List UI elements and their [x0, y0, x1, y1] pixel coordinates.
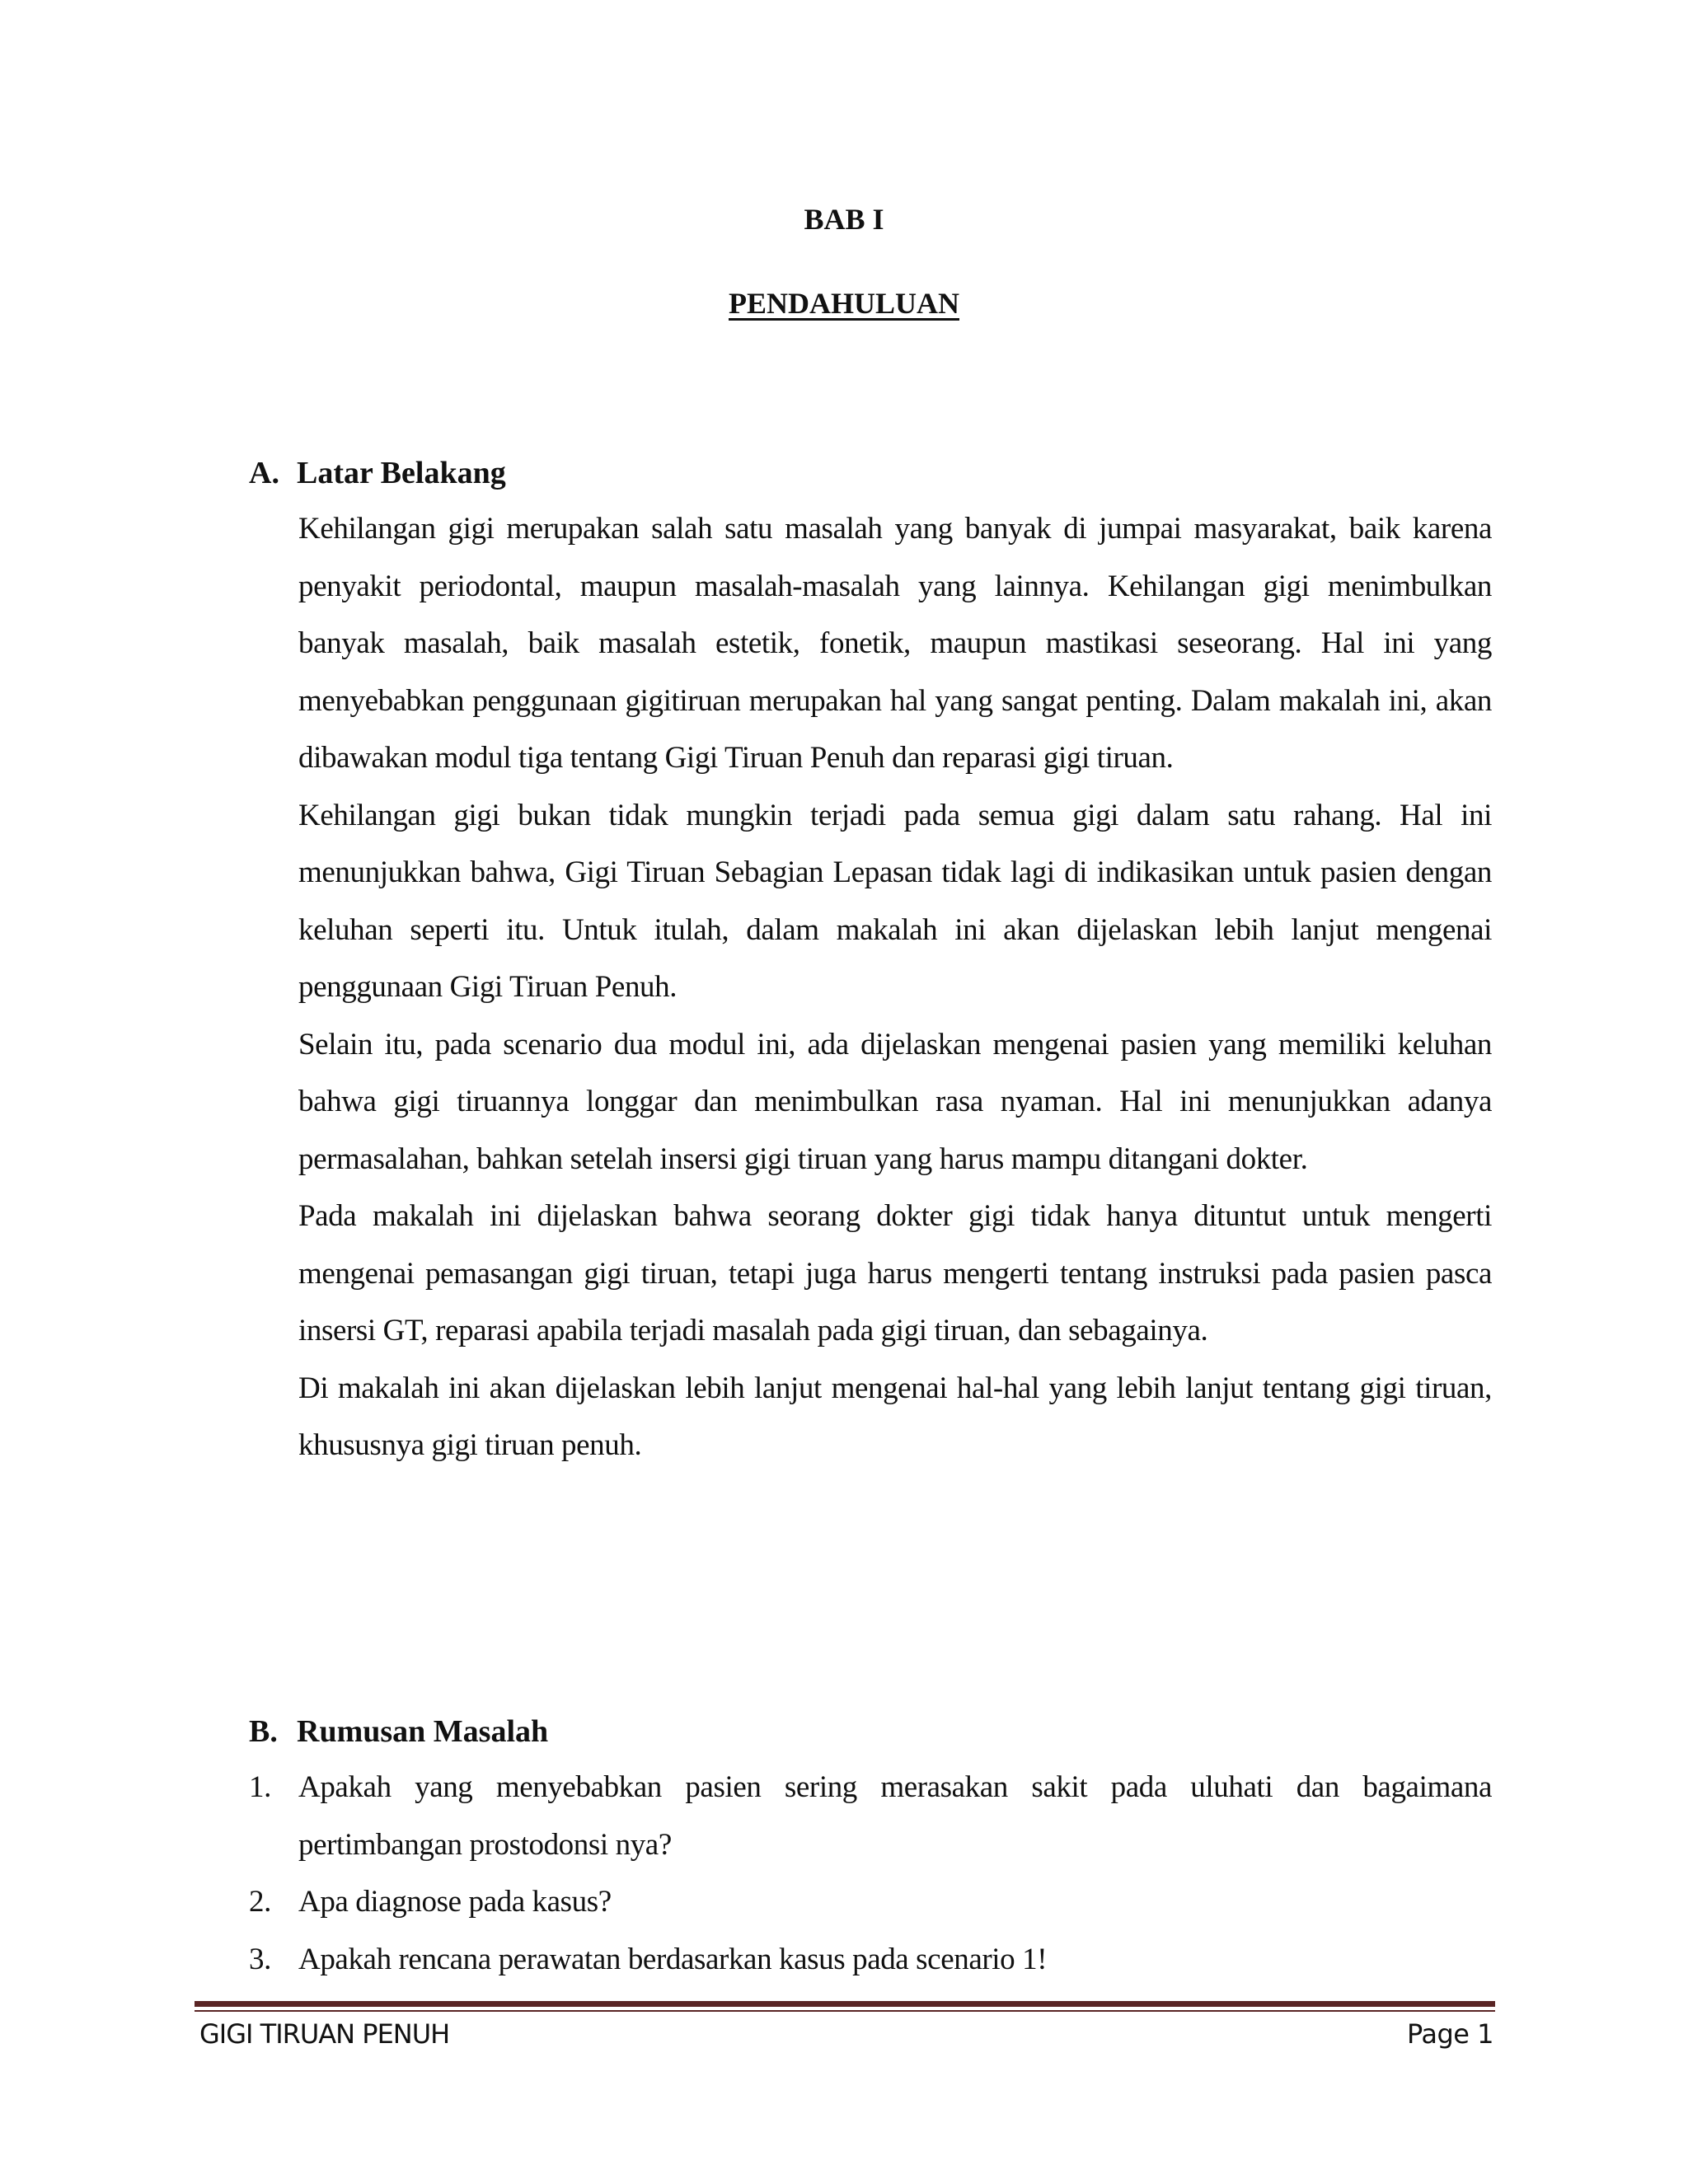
list-item-text: Apakah rencana perawatan berdasarkan kasus pada scenario 1!	[298, 1942, 1048, 1976]
chapter-title-text: PENDAHULUAN	[728, 287, 959, 320]
footer-rule	[195, 2001, 1495, 2007]
list-item	[249, 1759, 1492, 1873]
paragraph: Kehilangan gigi bukan tidak mungkin terjadi pada semua gigi dalam satu rahang. Hal ini menunjukkan bahwa, Gigi Tiruan Sebagian Lepasan tidak lagi di indikasikan untuk pasien dengan keluhan seperti itu. Untuk itulah, dalam makalah ini akan dijelaskan lebih lanjut mengenai penggunaan Gigi Tiruan Penuh.	[298, 798, 1492, 1004]
section-a-heading	[249, 456, 506, 490]
section-b-letter: B.	[249, 1714, 278, 1749]
list-item-text: Apa diagnose pada kasus?	[298, 1885, 612, 1919]
chapter-number: BAB I	[804, 203, 884, 236]
list-item	[249, 1873, 1492, 1931]
footer-title: GIGI TIRUAN PENUH	[199, 2018, 450, 2050]
list-item-number: 1.	[249, 1770, 271, 1804]
footer-rule-thin	[195, 2010, 1495, 2012]
footer-page-number: Page 1	[1407, 2018, 1493, 2050]
section-b-title: Rumusan Masalah	[297, 1714, 549, 1749]
paragraph: Pada makalah ini dijelaskan bahwa seorang dokter gigi tidak hanya dituntut untuk mengerti mengenai pemasangan gigi tiruan, tetapi juga harus mengerti tentang instruksi pada pasien pasca insersi GT, reparasi apabila terjadi masalah pada gigi tiruan, dan sebagainya.	[298, 1199, 1492, 1347]
section-a-body	[298, 500, 1492, 1474]
paragraph: Kehilangan gigi merupakan salah satu masalah yang banyak di jumpai masyarakat, baik karena penyakit periodontal, maupun masalah-masalah yang lainnya. Kehilangan gigi menimbulkan banyak masalah, baik masalah estetik, fonetik, maupun mastikasi seseorang. Hal ini yang menyebabkan penggunaan gigitiruan merupakan hal yang sangat penting. Dalam makalah ini, akan dibawakan modul tiga tentang Gigi Tiruan Penuh dan reparasi gigi tiruan.	[298, 512, 1492, 775]
section-b-heading	[249, 1714, 548, 1749]
list-item-text: Apakah yang menyebabkan pasien sering merasakan sakit pada uluhati dan bagaimana pertimbangan prostodonsi nya?	[298, 1770, 1492, 1862]
list-item-number: 3.	[249, 1942, 271, 1976]
list-item	[249, 1931, 1492, 1989]
paragraph: Selain itu, pada scenario dua modul ini, ada dijelaskan mengenai pasien yang memiliki keluhan bahwa gigi tiruannya longgar dan menimbulkan rasa nyaman. Hal ini menunjukkan adanya permasalahan, bahkan setelah insersi gigi tiruan yang harus mampu ditangani dokter.	[298, 1027, 1492, 1176]
paragraph: Di makalah ini akan dijelaskan lebih lanjut mengenai hal-hal yang lebih lanjut tentang gigi tiruan, khususnya gigi tiruan penuh.	[298, 1371, 1492, 1462]
list-item-number: 2.	[249, 1885, 271, 1919]
section-a-title: Latar Belakang	[297, 456, 506, 490]
section-a-letter: A.	[249, 456, 279, 490]
chapter-title	[0, 287, 1688, 320]
problem-list	[249, 1759, 1492, 1988]
